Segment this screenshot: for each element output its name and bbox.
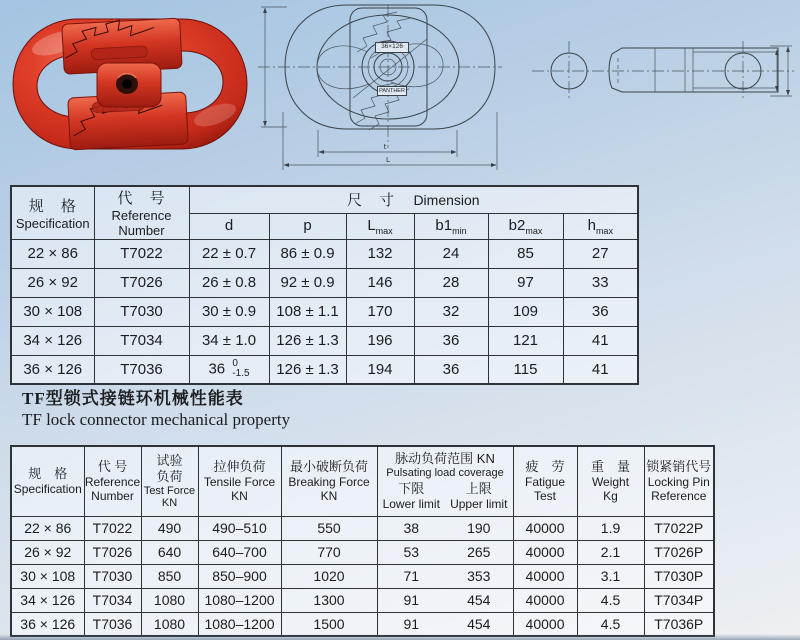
table-cell: 26 × 92 [11, 540, 84, 564]
col-header-tensile-force: 拉伸负荷 Tensile Force KN [198, 446, 281, 516]
table-cell: T7030P [644, 564, 714, 588]
mechanical-property-table [10, 445, 715, 637]
table-cell: T7030 [84, 564, 141, 588]
table-cell: 36 × 126 [11, 612, 84, 636]
table-cell: 30 × 108 [11, 564, 84, 588]
table-cell: 22 ± 0.7 [189, 239, 269, 268]
brand-label: PANTHER [377, 86, 407, 96]
dim-label-inner: t [383, 143, 387, 151]
table-cell: 109 [488, 297, 563, 326]
dim-label-outer: L [386, 156, 390, 164]
table-cell: T7034 [94, 326, 189, 355]
table-cell: 91 [377, 588, 445, 612]
section-title [22, 388, 290, 431]
table-cell: 28 [414, 268, 488, 297]
table-cell: 146 [346, 268, 414, 297]
table-cell: 4.5 [577, 588, 644, 612]
table-cell: 108 ± 1.1 [269, 297, 346, 326]
table-cell: 40000 [513, 612, 577, 636]
col-header-specification: 规 格 Specification [11, 186, 94, 239]
table-cell: 196 [346, 326, 414, 355]
table-cell: 26 × 92 [11, 268, 94, 297]
table-cell: 4.5 [577, 612, 644, 636]
table-cell: 490–510 [198, 516, 281, 540]
table-cell: 1080 [141, 588, 198, 612]
side-view-drawing [530, 25, 798, 120]
col-header-p: p [269, 213, 346, 239]
table-cell: 353 [445, 564, 513, 588]
table-cell: 97 [488, 268, 563, 297]
table-cell: 40000 [513, 564, 577, 588]
col-header-d: d [189, 213, 269, 239]
table-cell: 92 ± 0.9 [269, 268, 346, 297]
table-cell: 24 [414, 239, 488, 268]
table-cell: 115 [488, 355, 563, 384]
table-cell: 26 ± 0.8 [189, 268, 269, 297]
table-cell: T7026 [84, 540, 141, 564]
size-label: 36×126 [375, 42, 409, 53]
col-header-pulsating-load: 脉动负荷范围 KN Pulsating load coverage 下限 Lower limit 上限 Upper limit [377, 446, 513, 516]
col-header-dimension: 尺 寸 Dimension [189, 186, 638, 213]
col-header-b2max: $b2_{max}$ [488, 213, 563, 239]
table-cell: 85 [488, 239, 563, 268]
table-cell: 1080–1200 [198, 612, 281, 636]
table-cell: 30 × 108 [11, 297, 94, 326]
table-cell: 850–900 [198, 564, 281, 588]
col-header-upper-limit: 上限 Upper limit [450, 481, 508, 512]
table-cell: 640–700 [198, 540, 281, 564]
table-cell: 30 ± 0.9 [189, 297, 269, 326]
col-header-specification: 规 格 Specification [11, 446, 84, 516]
table-cell: 40000 [513, 588, 577, 612]
table-cell: 34 × 126 [11, 326, 94, 355]
table-cell: 1500 [281, 612, 377, 636]
table-cell: 40000 [513, 540, 577, 564]
side-view-svg [530, 25, 798, 120]
col-header-fatigue-test: 疲 劳 Fatigue Test [513, 446, 577, 516]
col-header-breaking-force: 最小破断负荷 Breaking Force KN [281, 446, 377, 516]
table-cell: 41 [563, 355, 638, 384]
table-row [11, 564, 714, 588]
table-cell: 640 [141, 540, 198, 564]
table-cell: T7026 [94, 268, 189, 297]
table-cell: T7022P [644, 516, 714, 540]
table-cell: 38 [377, 516, 445, 540]
table-cell: 2.1 [577, 540, 644, 564]
front-view-drawing [255, 2, 505, 174]
table-row [11, 326, 638, 355]
table-cell: 34 × 126 [11, 588, 84, 612]
table-cell: 132 [346, 239, 414, 268]
col-header-reference-number: 代 号 Reference Number [94, 186, 189, 239]
table-cell: 33 [563, 268, 638, 297]
table-cell: 36 [414, 355, 488, 384]
col-header-reference-number: 代 号 Reference Number [84, 446, 141, 516]
table-cell: 53 [377, 540, 445, 564]
table-row [11, 355, 638, 384]
table-cell: 22 × 86 [11, 239, 94, 268]
table-cell: 71 [377, 564, 445, 588]
table-row [11, 297, 638, 326]
table-cell: 121 [488, 326, 563, 355]
center-boss [97, 63, 161, 107]
table-cell: 22 × 86 [11, 516, 84, 540]
table-cell: 126 ± 1.3 [269, 355, 346, 384]
table-cell: 265 [445, 540, 513, 564]
table-cell: 41 [563, 326, 638, 355]
table-cell: 454 [445, 612, 513, 636]
col-header-lower-limit: 下限 Lower limit [382, 481, 440, 512]
table-cell: 1300 [281, 588, 377, 612]
red-connector-image [5, 5, 255, 160]
table-cell: 490 [141, 516, 198, 540]
table-cell: 1080 [141, 612, 198, 636]
table-cell: 3.1 [577, 564, 644, 588]
table-cell: 34 ± 1.0 [189, 326, 269, 355]
table-cell: T7036 [94, 355, 189, 384]
table-row [11, 540, 714, 564]
col-header-b1min: $b1_{min}$ [414, 213, 488, 239]
page-bottom-shadow [0, 634, 800, 640]
table-cell: T7036P [644, 612, 714, 636]
table-cell: T7022 [84, 516, 141, 540]
table-cell: T7034P [644, 588, 714, 612]
table-cell: 170 [346, 297, 414, 326]
col-header-test-force: 试验 负荷 Test Force KN [141, 446, 198, 516]
table-cell: 36 [563, 297, 638, 326]
table-cell: 190 [445, 516, 513, 540]
table-row [11, 516, 714, 540]
table-row [11, 239, 638, 268]
table-cell: T7026P [644, 540, 714, 564]
table-row [11, 612, 714, 636]
col-header-lmax: $L_{max}$ [346, 213, 414, 239]
table-cell: 770 [281, 540, 377, 564]
table-cell: 36 [414, 326, 488, 355]
dimension-table [10, 185, 639, 385]
table-cell: 454 [445, 588, 513, 612]
table-cell: 550 [281, 516, 377, 540]
col-header-locking-pin: 锁紧销代号 Locking Pin Reference [644, 446, 714, 516]
table-cell: T7036 [84, 612, 141, 636]
table-cell: 91 [377, 612, 445, 636]
col-header-hmax: $h_{max}$ [563, 213, 638, 239]
col-header-weight: 重 量 Weight Kg [577, 446, 644, 516]
table-cell: 126 ± 1.3 [269, 326, 346, 355]
table-cell: 1020 [281, 564, 377, 588]
table-cell: 194 [346, 355, 414, 384]
table-cell: 1.9 [577, 516, 644, 540]
table-cell: 1080–1200 [198, 588, 281, 612]
table-cell: 36 0 -1.5 [189, 355, 269, 384]
table-cell: T7022 [94, 239, 189, 268]
table-row [11, 588, 714, 612]
section-title-en: TF lock connector mechanical property [22, 410, 291, 429]
product-photo [5, 5, 255, 160]
table-cell: 32 [414, 297, 488, 326]
table-cell: 86 ± 0.9 [269, 239, 346, 268]
table-cell: 27 [563, 239, 638, 268]
table-cell: 36 × 126 [11, 355, 94, 384]
section-title-cn: TF型锁式接链环机械性能表 [22, 389, 244, 408]
table-cell: 850 [141, 564, 198, 588]
table-cell: T7030 [94, 297, 189, 326]
table-cell: T7034 [84, 588, 141, 612]
table-row [11, 268, 638, 297]
table-cell: 40000 [513, 516, 577, 540]
